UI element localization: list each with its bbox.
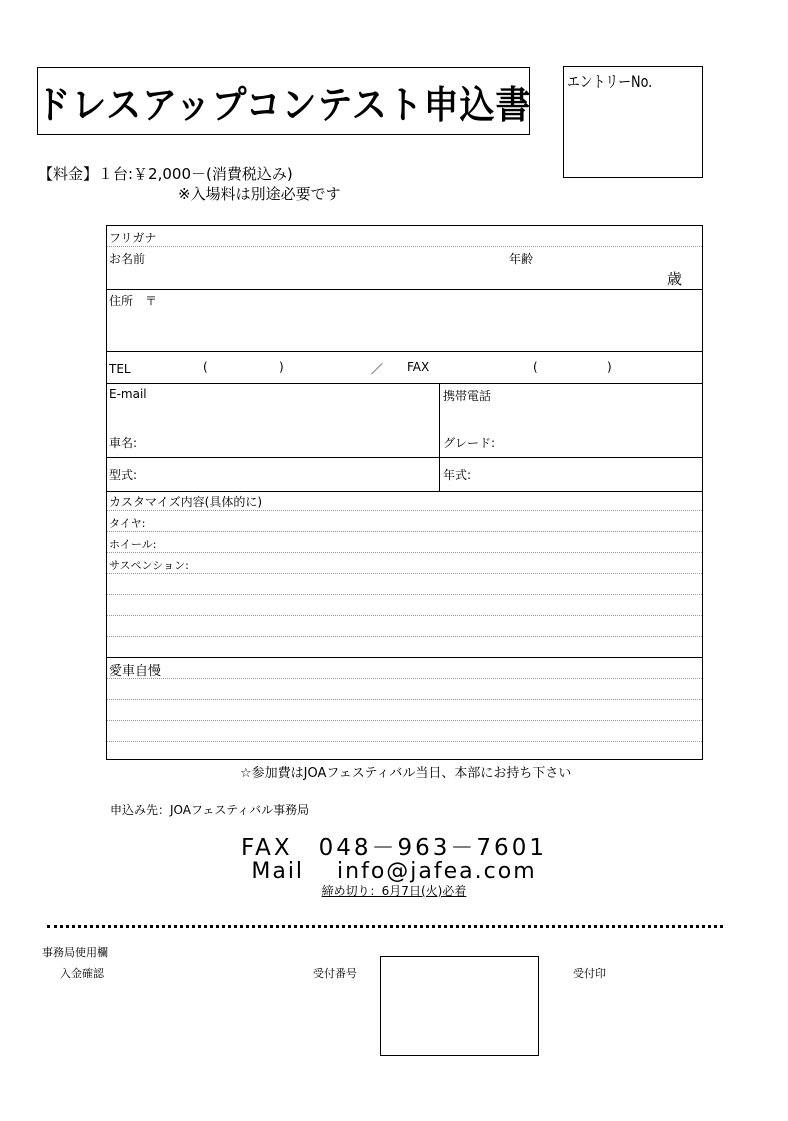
divider — [107, 615, 702, 616]
participation-note: ☆参加費はJOAフェスティバル当日、本部にお持ち下さい — [240, 766, 572, 781]
suspension-label: サスペンション: — [109, 559, 189, 572]
wheel-label: ホイール: — [109, 538, 157, 551]
mobile-label: 携帯電話 — [443, 389, 492, 403]
entry-number-label: エントリーNo. — [567, 72, 653, 91]
deadline-label: 締め切り：6月7日(火)必着 — [321, 884, 467, 898]
entry-number-box[interactable] — [563, 66, 703, 178]
name-label: お名前 — [109, 252, 146, 266]
year-label: 年式: — [443, 468, 472, 482]
contact-mail[interactable]: Mail info@jafea.com — [251, 859, 537, 884]
tel-paren-open: ( — [203, 360, 208, 374]
slash-separator: ／ — [371, 362, 384, 376]
divider — [107, 699, 702, 700]
divider — [107, 657, 702, 658]
payment-confirm-label: 入金確認 — [60, 967, 104, 980]
customize-label: カスタマイズ内容(具体的に) — [109, 495, 263, 509]
divider — [107, 531, 702, 532]
receipt-stamp-label: 受付印 — [573, 967, 606, 980]
fax-label: FAX — [407, 360, 430, 374]
tel-paren-close: ) — [279, 360, 284, 374]
pride-label: 愛車自慢 — [109, 664, 162, 679]
receipt-number-label: 受付番号 — [313, 967, 357, 980]
divider — [107, 741, 702, 742]
destination-label: 申込み先：JOAフェスティバル事務局 — [110, 803, 310, 817]
divider — [107, 457, 702, 458]
divider — [107, 383, 702, 384]
grade-label: グレード: — [443, 436, 496, 450]
receipt-number-box[interactable] — [380, 956, 539, 1056]
divider — [107, 573, 702, 574]
fee-note: ※入場料は別途必要です — [178, 185, 341, 203]
age-unit-label: 歳 — [667, 270, 683, 288]
column-divider — [439, 383, 440, 491]
office-use-title: 事務局使用欄 — [42, 946, 108, 959]
cut-line — [47, 925, 723, 928]
divider — [107, 678, 702, 679]
divider — [107, 491, 702, 492]
application-form — [106, 225, 703, 760]
furigana-label: フリガナ — [109, 231, 157, 245]
tel-label: TEL — [109, 362, 131, 376]
title-box — [37, 67, 530, 135]
divider — [107, 636, 702, 637]
divider — [107, 351, 702, 352]
tire-label: タイヤ: — [109, 517, 146, 530]
contact-fax: FAX 048－963－7601 — [241, 835, 547, 861]
divider — [107, 720, 702, 721]
divider — [107, 510, 702, 511]
car-name-label: 車名: — [109, 436, 138, 450]
fee-label: 【料金】１台:￥2,000－(消費税込み) — [38, 165, 293, 183]
fax-paren-close: ) — [607, 360, 612, 374]
divider — [107, 289, 702, 290]
fax-paren-open: ( — [533, 360, 538, 374]
age-label: 年齢 — [509, 252, 534, 266]
address-label: 住所 〒 — [109, 294, 158, 308]
email-label: E-mail — [109, 387, 147, 401]
model-label: 型式: — [109, 468, 138, 482]
divider — [107, 594, 702, 595]
divider — [107, 246, 702, 247]
page-title: ドレスアップコンテスト申込書 — [35, 82, 532, 127]
divider — [107, 552, 702, 553]
